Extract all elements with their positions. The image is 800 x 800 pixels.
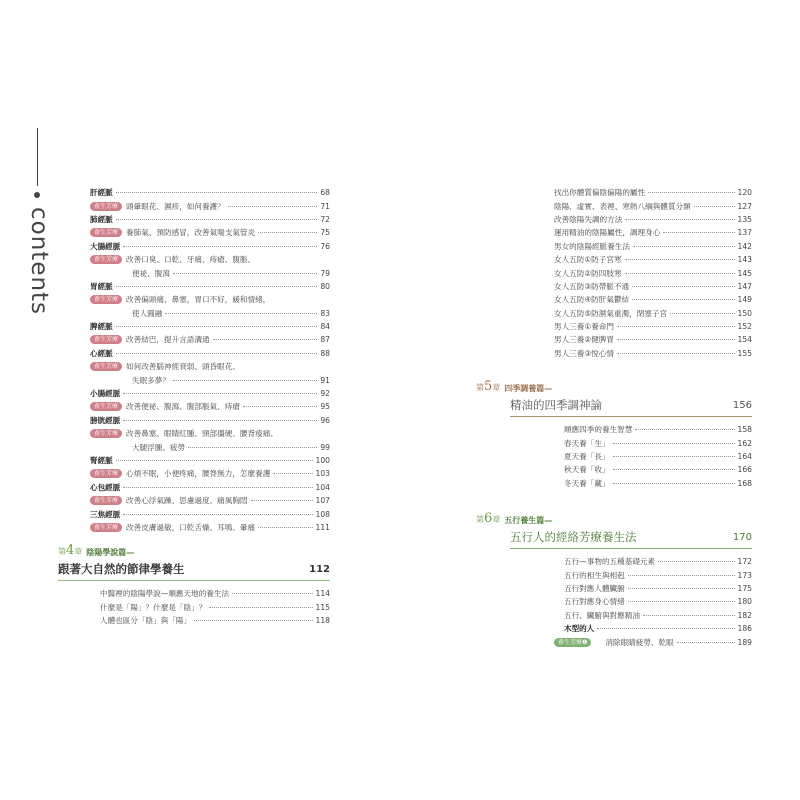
toc-entry[interactable] (90, 280, 330, 293)
toc-entry[interactable] (554, 226, 752, 239)
aroma-tag-badge: 養生芳療 (90, 523, 122, 532)
toc-entry[interactable] (554, 266, 752, 279)
toc-entry[interactable] (554, 347, 752, 360)
toc-entry-page: 91 (320, 375, 330, 385)
toc-entry-title: 消除眼睛疲勞、乾眼 (605, 637, 674, 647)
chapter-label: 四季調養篇— (504, 384, 553, 394)
chapter-number-prefix: 第 (58, 547, 66, 557)
toc-entry-page: 135 (737, 214, 752, 224)
toc-entry-title: 五行對應身心情緒 (564, 597, 625, 607)
dot-leader (632, 286, 734, 287)
toc-entry-title: 心經脈 (90, 348, 113, 358)
toc-entry-page: 114 (315, 589, 330, 599)
toc-entry-title: 小腸經脈 (90, 389, 121, 399)
toc-entry-page: 180 (737, 597, 752, 607)
dot-leader (617, 339, 735, 340)
aroma-tag-badge: 養生芳療 (90, 295, 122, 304)
toc-entry-title: 如何改善腦神經衰弱、頭昏眼花、 (126, 362, 240, 372)
toc-entry[interactable] (90, 481, 330, 494)
toc-entry[interactable] (554, 622, 752, 635)
toc-entry-title: 肺經脈 (90, 214, 113, 224)
dot-leader (116, 219, 318, 220)
chapter-title-page: 112 (309, 563, 330, 575)
toc-entry-page: 158 (737, 425, 752, 435)
toc-entry-page: 152 (737, 322, 752, 332)
toc-entry[interactable] (554, 477, 752, 490)
toc-entry[interactable] (90, 440, 330, 453)
dot-leader (663, 232, 734, 233)
right-items (554, 186, 752, 360)
side-title-rule (37, 128, 38, 186)
side-title (18, 128, 58, 318)
toc-entry-title: 女人五防④防肝氣鬱結 (554, 295, 630, 305)
toc-entry[interactable] (90, 199, 330, 212)
chapter-5-section (476, 374, 752, 490)
chapter-number-prefix: 第 (476, 515, 484, 525)
dot-leader (628, 588, 735, 589)
toc-entry[interactable] (554, 240, 752, 253)
toc-entry-page: 79 (320, 268, 330, 278)
toc-entry-page: 95 (320, 402, 330, 412)
toc-entry-page: 104 (315, 482, 330, 492)
toc-entry-page: 84 (320, 322, 330, 332)
toc-entry-page: 76 (320, 241, 330, 251)
dot-leader (173, 273, 317, 274)
dot-leader (613, 483, 735, 484)
toc-entry[interactable] (90, 400, 330, 413)
toc-entry[interactable] (90, 467, 330, 480)
dot-leader (123, 514, 312, 515)
toc-entry-page: 92 (320, 389, 330, 399)
chapter-number (476, 511, 500, 526)
dot-leader (643, 615, 735, 616)
aroma-tag-badge: 養生芳療 (90, 496, 122, 505)
left-toc-column (58, 186, 330, 627)
toc-entry[interactable] (90, 454, 330, 467)
toc-entry-page: 142 (737, 241, 752, 251)
dot-leader (188, 447, 317, 448)
dot-leader (617, 353, 735, 354)
chapter-number (476, 379, 500, 394)
dot-leader (258, 527, 312, 528)
toc-entry-title: 順應四季的養生智慧 (564, 425, 633, 435)
toc-entry[interactable] (90, 507, 330, 520)
dot-leader (613, 456, 735, 457)
toc-entry-title: 使人圓融 (132, 308, 163, 318)
dot-leader (116, 192, 318, 193)
toc-entry-title: 男人三養③悅心情 (554, 348, 614, 358)
dot-leader (670, 313, 734, 314)
toc-entry-page: 150 (737, 308, 752, 318)
toc-entry[interactable] (554, 436, 752, 449)
toc-entry-title: 養肺氣、預防感冒，改善氣喘支氣管炎 (126, 228, 256, 238)
toc-entry[interactable] (554, 635, 752, 648)
toc-entry[interactable] (554, 186, 752, 199)
toc-entry-page: 189 (737, 637, 752, 647)
chapter-title-text: 跟著大自然的節律學養生 (58, 562, 185, 577)
toc-entry-title: 木型的人 (564, 624, 595, 634)
toc-entry-title: 人體也區分「陰」與「陽」 (100, 616, 192, 626)
toc-entry-title: 春天養「生」 (564, 438, 610, 448)
chapter-4-section (58, 538, 330, 627)
chapter-title-text: 五行人的經絡芳療養生法 (510, 530, 637, 545)
toc-entry-page: 107 (315, 496, 330, 506)
dot-leader (116, 326, 318, 327)
chapter-number-suffix: 章 (492, 515, 501, 525)
toc-entry-page: 80 (320, 281, 330, 291)
dot-leader (173, 380, 317, 381)
chapter-label: 陰陽學說篇— (86, 548, 135, 558)
toc-entry-page: 186 (737, 624, 752, 634)
dot-leader (165, 313, 317, 314)
toc-entry-title: 女人五防①防子宮寒 (554, 255, 622, 265)
aroma-tag-badge: 養生芳療 (90, 255, 122, 264)
toc-entry-title: 男人三養①養命門 (554, 322, 614, 332)
toc-entry-title: 改善偏頭痛、鼻塞，胃口不好，緩和情緒， (126, 295, 271, 305)
toc-entry-title: 改善心浮氣躁、思慮過度、痛風胸悶 (126, 496, 248, 506)
toc-entry-title: 膀胱經脈 (90, 415, 121, 425)
toc-entry[interactable] (554, 280, 752, 293)
dot-leader (632, 299, 734, 300)
toc-entry[interactable] (90, 614, 330, 627)
toc-entry[interactable] (90, 347, 330, 360)
toc-entry-page: 166 (737, 465, 752, 475)
toc-entry-title: 三焦經脈 (90, 509, 121, 519)
chapter-title[interactable] (510, 394, 752, 417)
toc-entry[interactable] (554, 307, 752, 320)
toc-entry[interactable] (90, 387, 330, 400)
toc-entry[interactable] (90, 587, 330, 600)
toc-entry[interactable] (90, 360, 330, 373)
toc-entry-title: 胃經脈 (90, 281, 113, 291)
aroma-tag-badge: 養生芳療 (90, 228, 122, 237)
toc-entry-title: 五行—事物的五種基礎元素 (564, 557, 656, 567)
toc-entry[interactable] (554, 568, 752, 581)
toc-entry-title: 改善結巴，提升言語溝通 (126, 335, 210, 345)
chapter-label: 五行養生篇— (504, 516, 553, 526)
toc-entry-page: 71 (320, 201, 330, 211)
chapter-number-suffix: 章 (492, 383, 501, 393)
toc-entry[interactable] (554, 253, 752, 266)
toc-entry-page: 111 (315, 522, 330, 532)
toc-entry-title: 便祕、腹瀉 (132, 268, 170, 278)
aroma-tag-badge: 養生芳療 (90, 202, 122, 211)
toc-entry-page: 88 (320, 348, 330, 358)
dot-leader (633, 246, 735, 247)
toc-entry-page: 72 (320, 214, 330, 224)
toc-entry[interactable] (554, 450, 752, 463)
dot-leader (658, 561, 734, 562)
aroma-tag-badge: 養生芳療 (90, 362, 122, 371)
toc-entry[interactable] (554, 595, 752, 608)
toc-entry[interactable] (554, 555, 752, 568)
chapter-number-digit: 4 (66, 543, 75, 559)
toc-entry-page: 173 (737, 570, 752, 580)
dot-leader (613, 443, 735, 444)
toc-entry-page: 120 (737, 188, 752, 198)
chapter-heading (58, 538, 330, 558)
spacer (476, 360, 752, 374)
toc-entry[interactable] (554, 320, 752, 333)
side-title-dot (34, 192, 40, 198)
aroma-tag-badge: 養生芳療 (90, 335, 122, 344)
toc-entry-page: 99 (320, 442, 330, 452)
toc-entry-title: 女人五防③防帶脈不通 (554, 281, 630, 291)
dot-leader (123, 393, 317, 394)
toc-entry[interactable] (90, 494, 330, 507)
toc-entry[interactable] (90, 414, 330, 427)
toc-entry[interactable] (90, 307, 330, 320)
dot-leader (232, 593, 312, 594)
toc-entry-page: 100 (315, 456, 330, 465)
toc-entry-page: 175 (737, 584, 752, 593)
dot-leader (243, 406, 317, 407)
dot-leader (228, 206, 318, 207)
toc-entry[interactable] (90, 240, 330, 253)
toc-entry[interactable] (90, 320, 330, 333)
toc-entry[interactable] (90, 427, 330, 440)
aroma-tag-badge: 養生芳療❶ (554, 638, 591, 647)
toc-entry-title: 大腿浮腫、疲勞 (132, 442, 186, 452)
dot-leader (694, 206, 735, 207)
toc-entry-title: 頭暈眼花、濕疹，如何養護？ (126, 201, 225, 211)
toc-entry-title: 冬天養「藏」 (564, 478, 610, 488)
toc-entry-title: 什麼是「陽」？什麼是「陰」？ (100, 602, 207, 612)
toc-entry[interactable] (90, 293, 330, 306)
dot-leader (628, 575, 735, 576)
toc-entry[interactable] (90, 186, 330, 199)
toc-entry-title: 脾經脈 (90, 322, 113, 332)
dot-leader (617, 326, 735, 327)
toc-entry[interactable] (554, 609, 752, 622)
toc-entry-page: 145 (737, 268, 752, 278)
toc-entry[interactable] (554, 199, 752, 212)
toc-entry-title: 運用精油的陰陽屬性，調理身心 (554, 228, 661, 238)
toc-entry[interactable] (90, 333, 330, 346)
dot-leader (613, 469, 735, 470)
chapter-4-inner (58, 538, 330, 627)
toc-entry-page: 149 (737, 295, 752, 305)
toc-entry-page: 164 (737, 452, 752, 462)
toc-entry-title: 五行、臟腑與對應精油 (564, 610, 640, 620)
dot-leader (116, 353, 318, 354)
toc-entry-title: 中醫裡的陰陽學說—順應天地的養生法 (100, 589, 230, 599)
toc-entry-page: 155 (737, 348, 752, 358)
toc-entry-page: 118 (315, 616, 330, 626)
toc-entry-page: 75 (320, 228, 330, 238)
toc-entry-page: 68 (320, 188, 330, 198)
toc-entry-page: 182 (737, 610, 752, 620)
dot-leader (677, 642, 735, 643)
toc-entry-page: 83 (320, 308, 330, 318)
toc-entry-page: 87 (320, 335, 330, 345)
toc-entry-page: 147 (737, 281, 752, 291)
toc-entry-page: 143 (737, 255, 752, 265)
toc-entry-page: 172 (737, 557, 752, 567)
toc-entry[interactable] (90, 373, 330, 386)
chapter-title-page: 170 (732, 531, 752, 543)
toc-entry-title: 改善皮膚過敏，口乾舌燥、耳鳴、暈痛 (126, 522, 256, 532)
chapter-title-page: 156 (732, 399, 752, 411)
dot-leader (597, 628, 734, 629)
right-toc-column (476, 186, 752, 649)
dot-leader (194, 620, 312, 621)
chapter-number (58, 543, 82, 558)
spacer (476, 490, 752, 506)
aroma-tag-badge: 養生芳療 (90, 402, 122, 411)
toc-entry-title: 大腸經脈 (90, 241, 121, 251)
toc-entry[interactable] (554, 582, 752, 595)
toc-entry-title: 陰陽、虛實、表裡、寒熱八綱與體質分類 (554, 201, 691, 211)
toc-entry-title: 改善口臭、口乾、牙痛、痔瘡、腹脹、 (126, 255, 256, 265)
dot-leader (625, 259, 735, 260)
toc-entry-title: 心包經脈 (90, 482, 121, 492)
dot-leader (628, 601, 735, 602)
toc-entry[interactable] (554, 293, 752, 306)
dot-leader (625, 273, 735, 274)
toc-entry[interactable] (554, 463, 752, 476)
chapter-number-prefix: 第 (476, 383, 484, 393)
toc-entry-title: 男女的陰陽經脈養生法 (554, 241, 630, 251)
chapter-heading (476, 506, 752, 526)
chapter-title-text: 精油的四季調神論 (510, 398, 602, 413)
toc-entry-title: 五行的相生與相剋 (564, 570, 625, 580)
toc-entry-page: 154 (737, 335, 752, 345)
toc-entry[interactable] (554, 333, 752, 346)
toc-entry[interactable] (90, 521, 330, 534)
chapter-title[interactable] (510, 526, 752, 549)
toc-entry-page: 103 (315, 469, 330, 479)
toc-entry[interactable] (554, 423, 752, 436)
chapter-number-suffix: 章 (74, 547, 83, 557)
toc-entry-title: 改善鼻塞、眼睛紅腫、頸部僵硬、腰背痠痛、 (126, 429, 278, 439)
toc-entry-title: 男人三養②健脾胃 (554, 335, 614, 345)
toc-entry-title: 改善便祕、腹瀉、腹部脹氣、痔瘡 (126, 402, 240, 412)
dot-leader (116, 286, 318, 287)
toc-entry-title: 夏天養「長」 (564, 452, 610, 462)
toc-entry-title: 五行對應人體臟腑 (564, 584, 625, 593)
toc-entry-page: 168 (737, 478, 752, 488)
toc-entry[interactable] (90, 266, 330, 279)
dot-leader (123, 487, 312, 488)
toc-entry-page: 162 (737, 438, 752, 448)
dot-leader (123, 246, 317, 247)
toc-entry-title: 改善陰陽失調的方法 (554, 214, 623, 224)
toc-entry-title: 肝經脈 (90, 188, 113, 198)
toc-entry-title: 找出你體質偏陰偏陽的屬性 (554, 188, 646, 198)
toc-entry[interactable] (90, 253, 330, 266)
toc-entry[interactable] (554, 213, 752, 226)
toc-entry-page: 115 (315, 602, 330, 612)
chapter-6-section (476, 506, 752, 649)
toc-entry-title: 女人五防⑤防濕氣重濁，閉塞子宮 (554, 308, 668, 318)
toc-entry-page: 96 (320, 415, 330, 425)
toc-entry[interactable] (90, 601, 330, 614)
toc-entry-title: 女人五防②防四肢寒 (554, 268, 622, 278)
toc-entry-page: 127 (737, 201, 752, 211)
toc-entry-title: 失眠多夢？ (132, 375, 170, 385)
dot-leader (213, 339, 318, 340)
toc-entry-page: 137 (737, 228, 752, 238)
chapter-number-digit: 6 (484, 511, 493, 527)
toc-entry[interactable] (90, 213, 330, 226)
chapter-title[interactable] (58, 558, 330, 581)
dot-leader (116, 460, 313, 461)
dot-leader (209, 607, 312, 608)
side-title-text: contents (26, 207, 52, 316)
toc-entry-title: 秋天養「收」 (564, 465, 610, 475)
toc-entry-title: 心煩不眠，小便疼痛，腰脊無力，怎麼養護 (126, 469, 271, 479)
toc-entry-page: 108 (315, 509, 330, 519)
chapter-heading (476, 374, 752, 394)
dot-leader (648, 192, 734, 193)
aroma-tag-badge: 養生芳療 (90, 469, 122, 478)
dot-leader (251, 500, 313, 501)
dot-leader (625, 219, 734, 220)
aroma-tag-badge: 養生芳療 (90, 429, 122, 438)
toc-entry[interactable] (90, 226, 330, 239)
dot-leader (123, 420, 317, 421)
toc-entry-title: 腎經脈 (90, 456, 113, 465)
dot-leader (635, 429, 734, 430)
dot-leader (273, 473, 312, 474)
dot-leader (258, 232, 317, 233)
chapter-number-digit: 5 (484, 379, 493, 395)
